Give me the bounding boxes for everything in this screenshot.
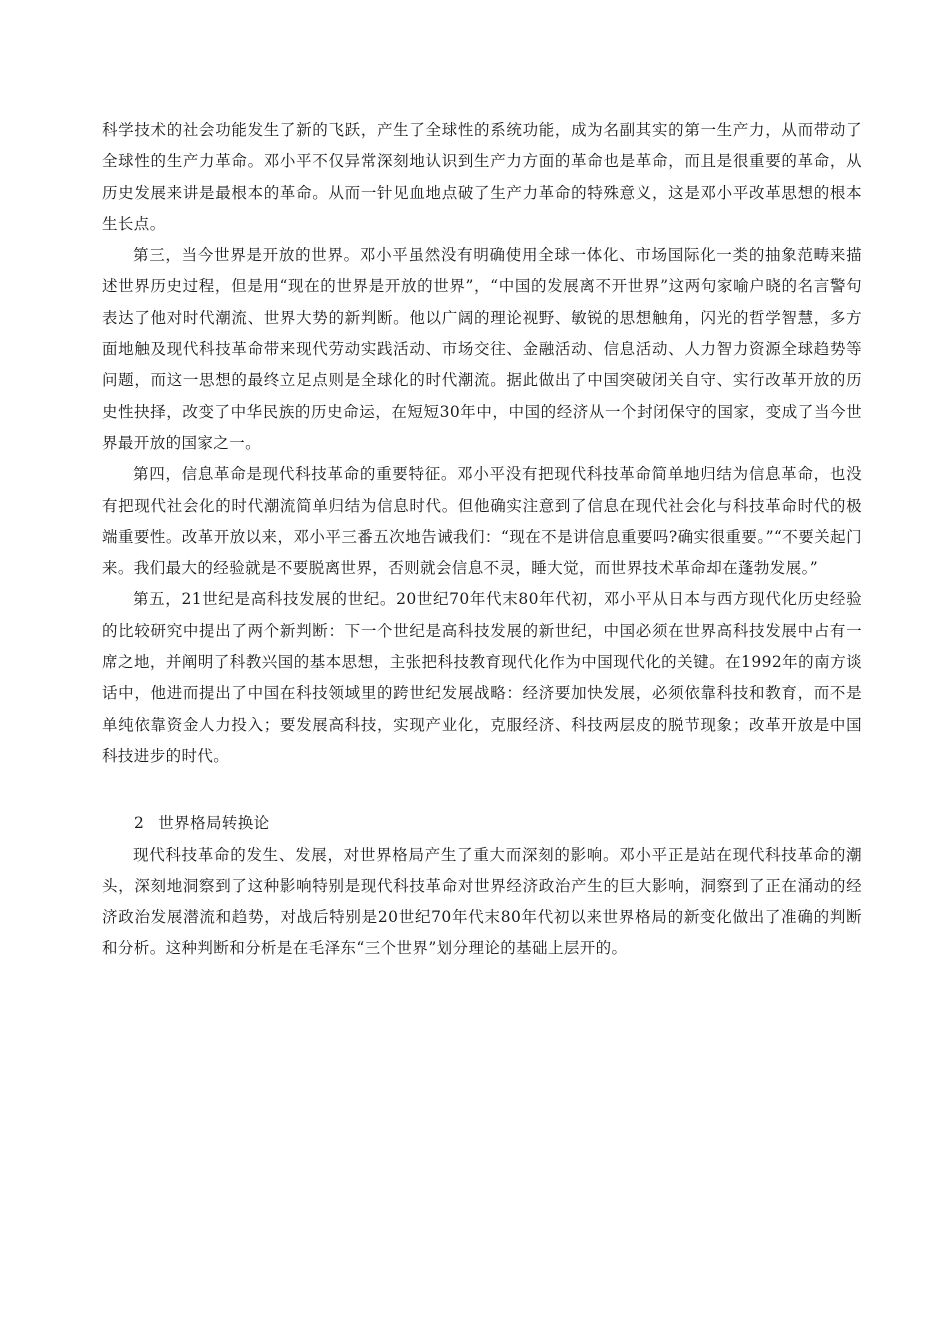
document-page <box>102 115 862 965</box>
paragraph-5: 现代科技革命的发生、发展，对世界格局产生了重大而深刻的影响。邓小平正是站在现代科技革命的潮头，深刻地洞察到了这种影响特别是现代科技革命对世界经济政治产生的巨大影响，洞察到了正在涌动的经济政治发展潜流和趋势，对战后特别是20世纪70年代末80年代初以来世界格局的新变化做出了准确的判断和分析。这种判断和分析是在毛泽东“三个世界”划分理论的基础上层开的。 <box>102 845 862 958</box>
section-title: 世界格局转换论 <box>158 814 270 833</box>
paragraph-4: 第五，21世纪是高科技发展的世纪。20世纪70年代末80年代初，邓小平从日本与西方现代化历史经验的比较研究中提出了两个新判断：下一个世纪是高科技发展的新世纪，中国必须在世界高科技发展中占有一席之地，并阐明了科教兴国的基本思想，主张把科技教育现代化作为中国现代化的关键。在1992年的南方谈话中，他进而提出了中国在科技领域里的跨世纪发展战略：经济要加快发展，必须依靠科技和教育，而不是单纯依靠资金人力投入；要发展高科技，实现产业化，克服经济、科技两层皮的脱节现象；改革开放是中国科技进步的时代。 <box>102 590 862 765</box>
paragraph-1: 科学技术的社会功能发生了新的飞跃，产生了全球性的系统功能，成为名副其实的第一生产力，从而带动了全球性的生产力革命。邓小平不仅异常深刻地认识到生产力方面的革命也是革命，而且是很重要的革命，从历史发展来讲是最根本的革命。从而一针见血地点破了生产力革命的特殊意义，这是邓小平改革思想的根本生长点。 <box>102 121 862 233</box>
section-heading <box>102 808 862 839</box>
paragraph-2: 第三，当今世界是开放的世界。邓小平虽然没有明确使用全球一体化、市场国际化一类的抽象范畴来描述世界历史过程，但是用“现在的世界是开放的世界”，“中国的发展离不开世界”这两句家喻户晓的名言警句表达了他对时代潮流、世界大势的新判断。他以广阔的理论视野、敏锐的思想触角，闪光的哲学智慧，多方面地触及现代科技革命带来现代劳动实践活动、市场交往、金融活动、信息活动、人力智力资源全球趋势等问题，而这一思想的最终立足点则是全球化的时代潮流。据此做出了中国突破闭关自守、实行改革开放的历史性抉择，改变了中华民族的历史命运，在短短30年中，中国的经济从一个封闭保守的国家，变成了当今世界最开放的国家之一。 <box>102 246 862 452</box>
section-number: 2 <box>134 814 145 833</box>
paragraph-3: 第四，信息革命是现代科技革命的重要特征。邓小平没有把现代科技革命简单地归结为信息革命，也没有把现代社会化的时代潮流简单归结为信息时代。但他确实注意到了信息在现代社会化与科技革命时代的极端重要性。改革开放以来，邓小平三番五次地告诫我们：“现在不是讲信息重要吗?确实很重要。”“不要关起门来。我们最大的经验就是不要脱离世界，否则就会信息不灵，睡大觉，而世界技术革命却在蓬勃发展。” <box>102 465 862 578</box>
